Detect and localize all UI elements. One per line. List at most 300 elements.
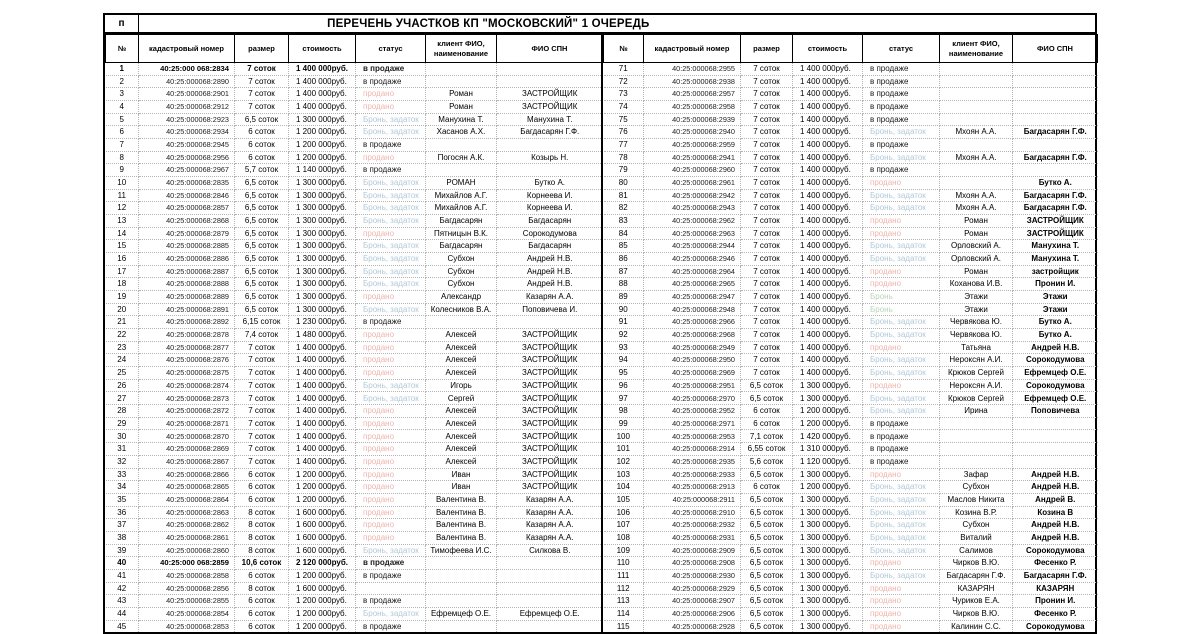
cell-size: 6 соток (235, 607, 289, 620)
cell-number: 23 (106, 341, 139, 354)
tables-container (105, 34, 1095, 632)
cell-number: 106 (604, 506, 644, 519)
cell-size: 7 соток (741, 126, 793, 139)
cell-status: продано (356, 481, 426, 494)
cell-client: Роман (426, 88, 497, 101)
plot-row (106, 405, 603, 418)
cell-client: Субхон (426, 253, 497, 266)
cell-status: Бронь, задаток (863, 367, 940, 380)
plot-row (604, 443, 1098, 456)
cell-cadastral-number: 40:25:000068:2970 (644, 392, 741, 405)
cell-price: 1 600 000руб. (289, 531, 356, 544)
cell-size: 6,5 соток (235, 253, 289, 266)
cell-status: Бронь, задаток (863, 253, 940, 266)
plot-row (106, 303, 603, 316)
cell-client (426, 595, 497, 608)
cell-spn: ЗАСТРОЙЩИК (497, 354, 603, 367)
cell-cadastral-number: 40:25:000068:2863 (139, 506, 235, 519)
cell-number: 8 (106, 151, 139, 164)
cell-spn: Ефремцеф О.Е. (1013, 367, 1098, 380)
cell-client: Михайлов А.Г. (426, 202, 497, 215)
cell-cadastral-number: 40:25:000068:2871 (139, 417, 235, 430)
cell-size: 7 соток (741, 240, 793, 253)
cell-cadastral-number: 40:25:000068:2872 (139, 405, 235, 418)
cell-status: Бронь, задаток (356, 253, 426, 266)
cell-spn (1013, 101, 1098, 114)
cell-cadastral-number: 40:25:000068:2928 (644, 620, 741, 632)
cell-number: 45 (106, 620, 139, 632)
cell-number: 41 (106, 569, 139, 582)
cell-size: 6 соток (235, 126, 289, 139)
cell-spn (497, 139, 603, 152)
cell-spn (497, 569, 603, 582)
cell-client: Иван (426, 468, 497, 481)
cell-client (940, 164, 1013, 177)
plot-row (106, 557, 603, 570)
plot-row (604, 75, 1098, 88)
cell-status: Бронь, задаток (863, 569, 940, 582)
cell-price: 1 600 000руб. (289, 544, 356, 557)
table-header-right (604, 35, 1098, 63)
cell-spn: Андрей Н.В. (497, 278, 603, 291)
cell-size: 6,5 соток (235, 291, 289, 304)
cell-price: 1 200 000руб. (793, 405, 863, 418)
cell-price: 1 200 000руб. (289, 151, 356, 164)
cell-spn: Козырь Н. (497, 151, 603, 164)
cell-spn: Манухина Т. (1013, 253, 1098, 266)
cell-price: 1 300 000руб. (289, 253, 356, 266)
cell-number: 15 (106, 240, 139, 253)
cell-cadastral-number: 40:25:000068:2944 (644, 240, 741, 253)
cell-size: 6,5 соток (741, 620, 793, 632)
table-header-row (604, 35, 1098, 63)
cell-number: 2 (106, 75, 139, 88)
cell-size: 7 соток (235, 101, 289, 114)
cell-cadastral-number: 40:25:000068:2885 (139, 240, 235, 253)
plot-row (106, 607, 603, 620)
cell-number: 99 (604, 417, 644, 430)
cell-number: 102 (604, 455, 644, 468)
cell-size: 6,5 соток (741, 582, 793, 595)
cell-price: 1 400 000руб. (793, 316, 863, 329)
cell-cadastral-number: 40:25:000068:2968 (644, 329, 741, 342)
cell-cadastral-number: 40:25:000068:2875 (139, 367, 235, 380)
cell-size: 8 соток (235, 544, 289, 557)
cell-client: Алексей (426, 354, 497, 367)
cell-number: 5 (106, 113, 139, 126)
cell-spn: Андрей В. (1013, 493, 1098, 506)
cell-client (426, 620, 497, 632)
cell-status: продано (863, 341, 940, 354)
cell-number: 107 (604, 519, 644, 532)
cell-size: 8 соток (235, 506, 289, 519)
table-half-right (602, 34, 1096, 632)
cell-client: Червякова Ю. (940, 329, 1013, 342)
cell-number: 7 (106, 139, 139, 152)
plot-row (604, 291, 1098, 304)
cell-spn (497, 620, 603, 632)
plot-row (106, 367, 603, 380)
plot-row (604, 329, 1098, 342)
cell-price: 1 400 000руб. (793, 278, 863, 291)
cell-spn: ЗАСТРОЙЩИК (497, 468, 603, 481)
header-cell-price: стоимость (793, 35, 863, 63)
cell-price: 1 400 000руб. (793, 253, 863, 266)
cell-cadastral-number: 40:25:000068:2957 (644, 88, 741, 101)
cell-size: 6,5 соток (235, 202, 289, 215)
cell-price: 1 400 000руб. (289, 405, 356, 418)
cell-spn (1013, 63, 1098, 76)
cell-client (426, 63, 497, 76)
cell-client: Маслов Никита (940, 493, 1013, 506)
cell-client (940, 430, 1013, 443)
cell-price: 1 400 000руб. (793, 227, 863, 240)
cell-cadastral-number: 40:25:000068:2868 (139, 215, 235, 228)
cell-number: 100 (604, 430, 644, 443)
cell-status: продано (356, 329, 426, 342)
cell-client: Виталий (940, 531, 1013, 544)
cell-status: Бронь, задаток (356, 202, 426, 215)
cell-size: 7 соток (235, 88, 289, 101)
cell-spn: Козина В (1013, 506, 1098, 519)
plot-row (604, 468, 1098, 481)
cell-size: 7 соток (741, 88, 793, 101)
header-cell-spn: ФИО СПН (1013, 35, 1098, 63)
cell-price: 1 300 000руб. (793, 392, 863, 405)
cell-status: продано (356, 341, 426, 354)
cell-price: 1 400 000руб. (793, 240, 863, 253)
cell-status: Бронь, задаток (356, 379, 426, 392)
cell-status: продано (863, 557, 940, 570)
cell-number: 19 (106, 291, 139, 304)
plot-row (604, 595, 1098, 608)
cell-status: Бронь, задаток (356, 278, 426, 291)
cell-price: 1 600 000руб. (289, 506, 356, 519)
plot-row (106, 139, 603, 152)
cell-cadastral-number: 40:25:000068:2907 (644, 595, 741, 608)
plot-row (106, 506, 603, 519)
cell-price: 1 300 000руб. (289, 227, 356, 240)
plot-row (106, 379, 603, 392)
cell-status: продано (356, 519, 426, 532)
plot-row (106, 113, 603, 126)
cell-cadastral-number: 40:25:000068:2857 (139, 202, 235, 215)
cell-price: 1 300 000руб. (793, 531, 863, 544)
cell-client: Калинин С.С. (940, 620, 1013, 632)
cell-size: 7 соток (741, 139, 793, 152)
plot-row (604, 341, 1098, 354)
cell-number: 42 (106, 582, 139, 595)
cell-cadastral-number: 40:25:000068:2923 (139, 113, 235, 126)
cell-client (426, 569, 497, 582)
plot-row (604, 455, 1098, 468)
cell-number: 110 (604, 557, 644, 570)
cell-client: Субхон (426, 265, 497, 278)
cell-size: 6,15 соток (235, 316, 289, 329)
cell-status: продано (863, 215, 940, 228)
plot-row (604, 493, 1098, 506)
plot-row (106, 620, 603, 632)
cell-spn: ЗАСТРОЙЩИК (497, 379, 603, 392)
cell-number: 112 (604, 582, 644, 595)
cell-number: 75 (604, 113, 644, 126)
cell-status: продано (863, 595, 940, 608)
cell-status: продано (863, 278, 940, 291)
cell-cadastral-number: 40:25:000068:2961 (644, 177, 741, 190)
cell-number: 25 (106, 367, 139, 380)
cell-spn: ЗАСТРОЙЩИК (497, 341, 603, 354)
cell-spn: Багдасарян Г.Ф. (1013, 151, 1098, 164)
cell-size: 6,5 соток (741, 544, 793, 557)
cell-number: 13 (106, 215, 139, 228)
cell-price: 1 400 000руб. (793, 303, 863, 316)
plot-row (106, 227, 603, 240)
cell-spn: Андрей Н.В. (1013, 468, 1098, 481)
cell-spn (497, 316, 603, 329)
cell-cadastral-number: 40:25:000068:2835 (139, 177, 235, 190)
cell-spn: Багдасарян Г.Ф. (1013, 189, 1098, 202)
cell-cadastral-number: 40:25:000068:2964 (644, 265, 741, 278)
cell-status: Бронь, задаток (863, 354, 940, 367)
cell-price: 1 200 000руб. (793, 417, 863, 430)
cell-client: Алексей (426, 455, 497, 468)
cell-price: 1 200 000руб. (289, 139, 356, 152)
plot-row (106, 417, 603, 430)
cell-spn: ЗАСТРОЙЩИК (497, 329, 603, 342)
cell-client (940, 63, 1013, 76)
cell-cadastral-number: 40:25:000068:2955 (644, 63, 741, 76)
cell-price: 1 600 000руб. (289, 582, 356, 595)
cell-status: Бронь, задаток (863, 405, 940, 418)
plot-row (604, 417, 1098, 430)
cell-status: продано (356, 531, 426, 544)
cell-client (426, 164, 497, 177)
cell-status: продано (863, 620, 940, 632)
cell-size: 5,7 соток (235, 164, 289, 177)
plot-row (604, 405, 1098, 418)
cell-cadastral-number: 40:25:000068:2890 (139, 75, 235, 88)
cell-spn: ЗАСТРОЙЩИК (497, 405, 603, 418)
cell-spn (497, 63, 603, 76)
cell-size: 7 соток (235, 341, 289, 354)
plot-row (106, 392, 603, 405)
cell-status: Бронь, задаток (863, 126, 940, 139)
cell-size: 6,5 соток (235, 215, 289, 228)
plot-row (106, 151, 603, 164)
cell-price: 1 400 000руб. (289, 88, 356, 101)
cell-price: 1 400 000руб. (793, 139, 863, 152)
cell-size: 7,4 соток (235, 329, 289, 342)
cell-number: 12 (106, 202, 139, 215)
cell-size: 6,5 соток (741, 519, 793, 532)
cell-cadastral-number: 40:25:000068:2966 (644, 316, 741, 329)
cell-status: продано (356, 291, 426, 304)
cell-client (940, 455, 1013, 468)
cell-spn: Поповичева (1013, 405, 1098, 418)
cell-client: Салимов (940, 544, 1013, 557)
cell-number: 24 (106, 354, 139, 367)
table-header-row (106, 35, 603, 63)
cell-client: Козина В.Р. (940, 506, 1013, 519)
cell-cadastral-number: 40:25:000068:2932 (644, 519, 741, 532)
cell-size: 6 соток (741, 417, 793, 430)
cell-spn: Андрей Н.В. (1013, 519, 1098, 532)
cell-cadastral-number: 40:25:000068:2891 (139, 303, 235, 316)
cell-size: 7 соток (235, 63, 289, 76)
plot-list-sheet (103, 13, 1097, 634)
cell-spn: Казарян А.А. (497, 291, 603, 304)
table-body-left (106, 63, 603, 633)
cell-client: Ефремцеф О.Е. (426, 607, 497, 620)
cell-client: Чирков В.Ю. (940, 607, 1013, 620)
cell-price: 1 480 000руб. (289, 329, 356, 342)
cell-client: Александр (426, 291, 497, 304)
cell-cadastral-number: 40:25:000068:2876 (139, 354, 235, 367)
cell-number: 101 (604, 443, 644, 456)
cell-number: 94 (604, 354, 644, 367)
cell-price: 1 310 000руб. (793, 443, 863, 456)
cell-price: 1 400 000руб. (289, 392, 356, 405)
cell-number: 32 (106, 455, 139, 468)
cell-number: 78 (604, 151, 644, 164)
cell-size: 7 соток (741, 189, 793, 202)
header-cell-status: статус (356, 35, 426, 63)
cell-status: в продаже (863, 75, 940, 88)
plot-row (604, 164, 1098, 177)
cell-client (940, 139, 1013, 152)
cell-price: 1 300 000руб. (793, 468, 863, 481)
cell-cadastral-number: 40:25:000068:2949 (644, 341, 741, 354)
cell-size: 6,5 соток (741, 531, 793, 544)
cell-number: 33 (106, 468, 139, 481)
plot-row (604, 367, 1098, 380)
plot-row (604, 227, 1098, 240)
cell-cadastral-number: 40:25:000068:2873 (139, 392, 235, 405)
cell-number: 21 (106, 316, 139, 329)
cell-number: 93 (604, 341, 644, 354)
cell-spn: ЗАСТРОЙЩИК (497, 88, 603, 101)
cell-cadastral-number: 40:25:000068:2870 (139, 430, 235, 443)
cell-price: 1 600 000руб. (289, 519, 356, 532)
cell-size: 6,5 соток (235, 113, 289, 126)
cell-price: 1 400 000руб. (289, 63, 356, 76)
plot-row (106, 329, 603, 342)
cell-size: 7 соток (741, 75, 793, 88)
cell-spn: Ефремцеф О.Е. (497, 607, 603, 620)
cell-size: 7,1 соток (741, 430, 793, 443)
cell-client: Алексей (426, 367, 497, 380)
plot-row (604, 519, 1098, 532)
cell-status: продано (356, 430, 426, 443)
cell-client: Крюков Сергей (940, 367, 1013, 380)
plot-row (604, 126, 1098, 139)
cell-status (356, 582, 426, 595)
cell-price: 1 200 000руб. (289, 468, 356, 481)
cell-status: Бронь (863, 303, 940, 316)
cell-price: 1 200 000руб. (289, 481, 356, 494)
cell-status: Бронь, задаток (863, 519, 940, 532)
plot-row (604, 113, 1098, 126)
cell-size: 7 соток (741, 303, 793, 316)
cell-size: 6 соток (235, 620, 289, 632)
cell-cadastral-number: 40:25:000068:2906 (644, 607, 741, 620)
cell-number: 115 (604, 620, 644, 632)
plot-row (106, 75, 603, 88)
cell-cadastral-number: 40:25:000068:2942 (644, 189, 741, 202)
cell-status: продано (356, 151, 426, 164)
cell-cadastral-number: 40:25:000068:2867 (139, 455, 235, 468)
cell-client: Валентина В. (426, 531, 497, 544)
cell-client: РОМАН (426, 177, 497, 190)
cell-cadastral-number: 40:25:000068:2846 (139, 189, 235, 202)
cell-client: Роман (940, 265, 1013, 278)
cell-spn: Багдасарян Г.Ф. (1013, 202, 1098, 215)
cell-cadastral-number: 40:25:000068:2856 (139, 582, 235, 595)
cell-status: продано (356, 354, 426, 367)
plot-row (106, 126, 603, 139)
cell-cadastral-number: 40:25:000068:2939 (644, 113, 741, 126)
cell-size: 7 соток (235, 430, 289, 443)
cell-client: Игорь (426, 379, 497, 392)
header-cell-number: № (604, 35, 644, 63)
cell-price: 1 400 000руб. (793, 354, 863, 367)
plot-row (604, 101, 1098, 114)
cell-price: 1 400 000руб. (289, 417, 356, 430)
cell-price: 1 300 000руб. (793, 519, 863, 532)
cell-cadastral-number: 40:25:000068:2967 (139, 164, 235, 177)
plot-row (106, 582, 603, 595)
table-header-left (106, 35, 603, 63)
plot-row (106, 291, 603, 304)
plot-row (604, 569, 1098, 582)
cell-client: Орловский А. (940, 253, 1013, 266)
cell-size: 6,5 соток (235, 177, 289, 190)
cell-status: в продаже (356, 139, 426, 152)
plot-row (604, 215, 1098, 228)
cell-status: продано (356, 88, 426, 101)
cell-price: 1 200 000руб. (289, 620, 356, 632)
cell-status: продано (863, 607, 940, 620)
cell-status: в продаже (863, 164, 940, 177)
cell-spn: Сорокодумова (1013, 379, 1098, 392)
plot-row (604, 253, 1098, 266)
cell-price: 1 400 000руб. (793, 63, 863, 76)
cell-number: 3 (106, 88, 139, 101)
cell-client: Мхоян А.А. (940, 126, 1013, 139)
cell-size: 6,5 соток (741, 493, 793, 506)
cell-size: 6,55 соток (741, 443, 793, 456)
plot-row (604, 202, 1098, 215)
cell-number: 74 (604, 101, 644, 114)
cell-status: продано (863, 379, 940, 392)
cell-size: 6,5 соток (741, 379, 793, 392)
cell-price: 1 300 000руб. (289, 113, 356, 126)
cell-status: продано (356, 468, 426, 481)
cell-number: 30 (106, 430, 139, 443)
cell-status: в продаже (863, 88, 940, 101)
cell-spn: Бутко А. (1013, 329, 1098, 342)
plot-row (106, 164, 603, 177)
plot-row (604, 139, 1098, 152)
plot-row (604, 177, 1098, 190)
cell-status: в продаже (863, 455, 940, 468)
cell-spn: ЗАСТРОЙЩИК (497, 443, 603, 456)
cell-status: в продаже (356, 557, 426, 570)
cell-spn: Этажи (1013, 303, 1098, 316)
cell-price: 1 300 000руб. (289, 189, 356, 202)
cell-client: Нероксян А.И. (940, 379, 1013, 392)
cell-cadastral-number: 40:25:000068:2910 (644, 506, 741, 519)
